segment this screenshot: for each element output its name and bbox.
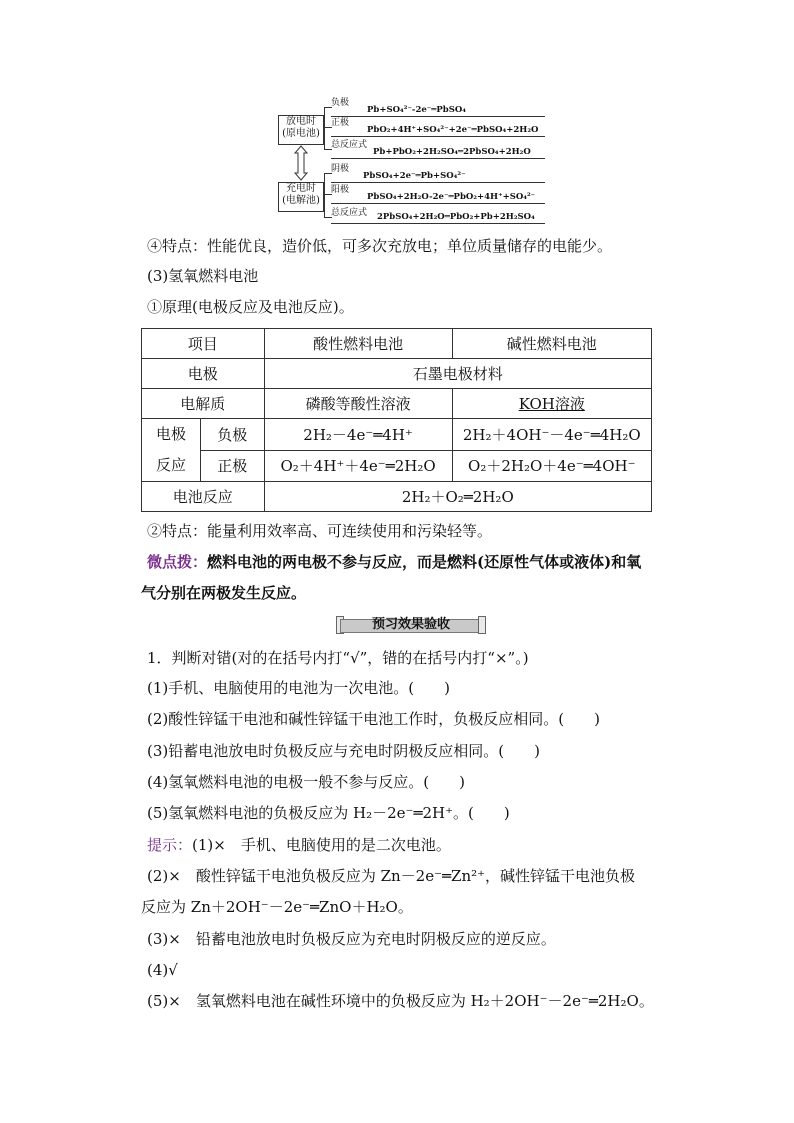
feature-2: ②特点：能量利用效率高、可连续使用和污染轻等。: [147, 522, 493, 540]
discharge-box: [278, 115, 324, 145]
cell-cell-reaction-label: 电池反应: [142, 482, 265, 512]
answer-5: (5)× 氢氧燃料电池在碱性环境中的负极反应为 H₂＋2OH⁻－2e⁻═2H₂O。: [147, 992, 654, 1010]
label-anode: 阳极: [331, 185, 350, 195]
answer-3: (3)× 铅蓄电池放电时负极反应为充电时阴极反应的逆反应。: [147, 930, 556, 948]
label-negative: 负极: [331, 98, 350, 108]
double-arrow-icon: [293, 145, 309, 181]
cell-acid-electrolyte: 磷酸等酸性溶液: [264, 389, 452, 419]
discharge-box-line2: (原电池): [282, 128, 320, 139]
question-2: (2)酸性锌锰干电池和碱性锌锰干电池工作时，负极反应相同。( ): [147, 710, 600, 728]
principle-heading: ①原理(电极反应及电池反应)。: [147, 298, 354, 316]
question-title: 1．判断对错(对的在括号内打“√”，错的在括号内打“×”。): [147, 649, 529, 667]
banner-title: 预习效果验收: [371, 617, 450, 632]
tip-line1: [147, 552, 641, 572]
cell-alkaline-pos: O₂＋2H₂O＋4e⁻═4OH⁻: [452, 450, 651, 482]
question-1: (1)手机、电脑使用的电池为一次电池。( ): [147, 679, 450, 697]
question-4: (4)氢氧燃料电池的电极一般不参与反应。( ): [147, 773, 465, 791]
th-alkaline: 碱性燃料电池: [452, 329, 651, 359]
table-row: [142, 419, 652, 451]
tip-label: 微点拨：: [147, 553, 208, 571]
cell-pos-label: 正极: [201, 450, 265, 482]
question-3: (3)铅蓄电池放电时负极反应与充电时阴极反应相同。( ): [147, 742, 540, 760]
table-row: [142, 482, 652, 512]
answer-1: [147, 835, 451, 855]
cell-alkaline-neg: 2H₂＋4OH⁻－4e⁻═4H₂O: [452, 419, 651, 451]
discharge-box-line1: 放电时: [286, 116, 316, 127]
lead-battery-diagram: [275, 96, 555, 224]
eq-anode: PbSO₄+2H₂O-2e⁻═PbO₂+4H⁺+SO₄²⁻: [367, 192, 536, 202]
label-total1: 总反应式: [331, 140, 368, 150]
hint-label: 提示：: [147, 836, 193, 854]
fuel-cell-table: [141, 328, 652, 512]
table-row: [142, 450, 652, 482]
tip-text1: 燃料电池的两电极不参与反应，而是燃料(还原性气体或液体)和氧: [207, 553, 642, 571]
question-5: (5)氢氧燃料电池的负极反应为 H₂－2e⁻═2H⁺。( ): [147, 804, 510, 822]
cell-alkaline-electrolyte: KOH溶液: [452, 389, 651, 419]
table-row: [142, 359, 652, 389]
charge-box-line2: (电解池): [282, 195, 320, 206]
reaction-label-line1: 电极: [155, 425, 186, 443]
cell-reaction-label: [142, 419, 201, 482]
cell-acid-neg: 2H₂－4e⁻═4H⁺: [264, 419, 452, 451]
eq-cathode: PbSO₄+2e⁻═Pb+SO₄²⁻: [363, 171, 466, 181]
tip-line2: 气分别在两极发生反应。: [141, 584, 307, 602]
label-cathode: 阴极: [331, 164, 350, 174]
cell-electrode-material: 石墨电极材料: [264, 359, 651, 389]
answer-2-line2: 反应为 Zn＋2OH⁻－2e⁻═ZnO＋H₂O。: [141, 898, 413, 916]
cell-electrolyte-label: 电解质: [142, 389, 265, 419]
label-positive: 正极: [331, 118, 350, 128]
cell-cell-reaction: 2H₂＋O₂═2H₂O: [264, 482, 651, 512]
section-hydrogen-fuel-cell: (3)氢氧燃料电池: [147, 267, 259, 285]
eq-total1: Pb+PbO₂+2H₂SO₄═2PbSO₄+2H₂O: [373, 147, 531, 157]
charge-box: [278, 182, 324, 212]
eq-negative: Pb+SO₄²⁻-2e⁻═PbSO₄: [367, 105, 466, 115]
table-row: [142, 389, 652, 419]
th-acid: 酸性燃料电池: [264, 329, 452, 359]
cell-acid-pos: O₂＋4H⁺＋4e⁻═2H₂O: [264, 450, 452, 482]
th-item: 项目: [142, 329, 265, 359]
answer-1-text: (1)× 手机、电脑使用的是二次电池。: [192, 836, 451, 854]
section-banner: [340, 616, 482, 634]
answer-2-line1: (2)× 酸性锌锰干电池负极反应为 Zn－2e⁻═Zn²⁺，碱性锌锰干电池负极: [147, 867, 636, 885]
cell-neg-label: 负极: [201, 419, 265, 451]
cell-electrode-label: 电极: [142, 359, 265, 389]
label-total2: 总反应式: [331, 208, 368, 218]
eq-total2: 2PbSO₄+2H₂O═PbO₂+Pb+2H₂SO₄: [377, 212, 535, 222]
answer-4: (4)√: [147, 961, 178, 979]
reaction-label-line2: 反应: [155, 456, 186, 474]
feature-4: ④特点：性能优良，造价低，可多次充放电；单位质量储存的电能少。: [147, 237, 613, 255]
eq-positive: PbO₂+4H⁺+SO₄²⁻+2e⁻═PbSO₄+2H₂O: [367, 125, 539, 135]
charge-box-line1: 充电时: [286, 183, 316, 194]
table-row: [142, 329, 652, 359]
